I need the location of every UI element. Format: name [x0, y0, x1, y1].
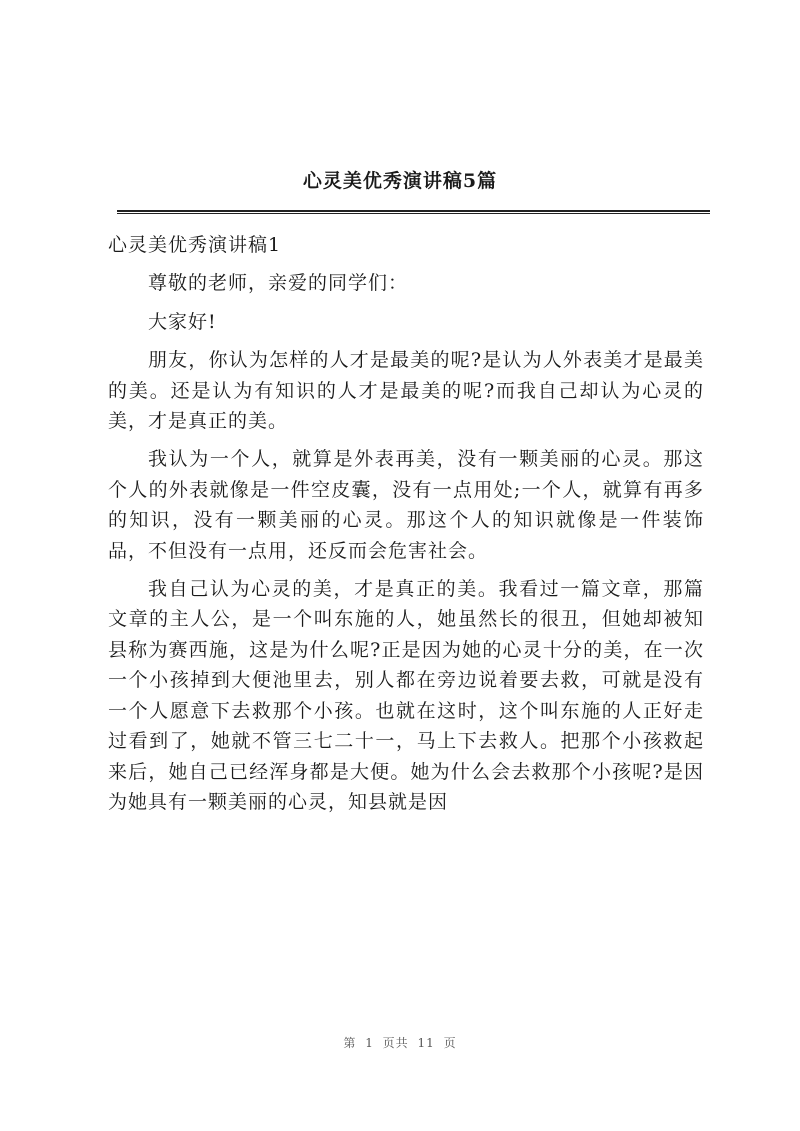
document-title: 心灵美优秀演讲稿5篇 — [302, 170, 498, 192]
paragraph-hello: 大家好! — [148, 310, 217, 333]
footer-suffix: 页 — [443, 1036, 457, 1050]
section-heading: 心灵美优秀演讲稿1 — [108, 234, 282, 256]
footer-prefix: 第 — [343, 1036, 357, 1050]
current-page-number: 1 — [365, 1036, 374, 1050]
title-divider — [117, 210, 710, 214]
footer-mid: 页共 — [382, 1036, 409, 1050]
paragraph-3: 我自己认为心灵的美，才是真正的美。我看过一篇文章，那篇文章的主人公，是一个叫东施的人，她虽然长的很丑，但她却被知县称为赛西施，这是为什么呢?正是因为她的心灵十分的美，在一次一个小孩掉到大便池里去，别人都在旁边说着要去救，可就是没有一个人愿意下去救那个小孩。也就在这时，这个叫东施的人正好走过看到了，她就不管三七二十一，马上下去救人。把那个小孩救起来后，她自己已经浑身都是大便。她为什么会去救那个小孩呢?是因为她具有一颗美丽的心灵，知县就是因 — [108, 578, 704, 813]
paragraph-greeting: 尊敬的老师，亲爱的同学们： — [148, 272, 409, 295]
page-footer — [0, 1034, 800, 1051]
paragraph-1: 朋友，你认为怎样的人才是最美的呢?是认为人外表美才是最美的美。还是认为有知识的人才是最美的呢?而我自己却认为心灵的美，才是真正的美。 — [108, 349, 704, 433]
document-body — [108, 230, 704, 825]
total-page-count: 11 — [417, 1036, 435, 1050]
paragraph-2: 我认为一个人，就算是外表再美，没有一颗美丽的心灵。那这个人的外表就像是一件空皮囊，没有一点用处;一个人，就算有再多的知识，没有一颗美丽的心灵。那这个人的知识就像是一件装饰品，不但没有一点用，还反而会危害社会。 — [108, 448, 704, 562]
